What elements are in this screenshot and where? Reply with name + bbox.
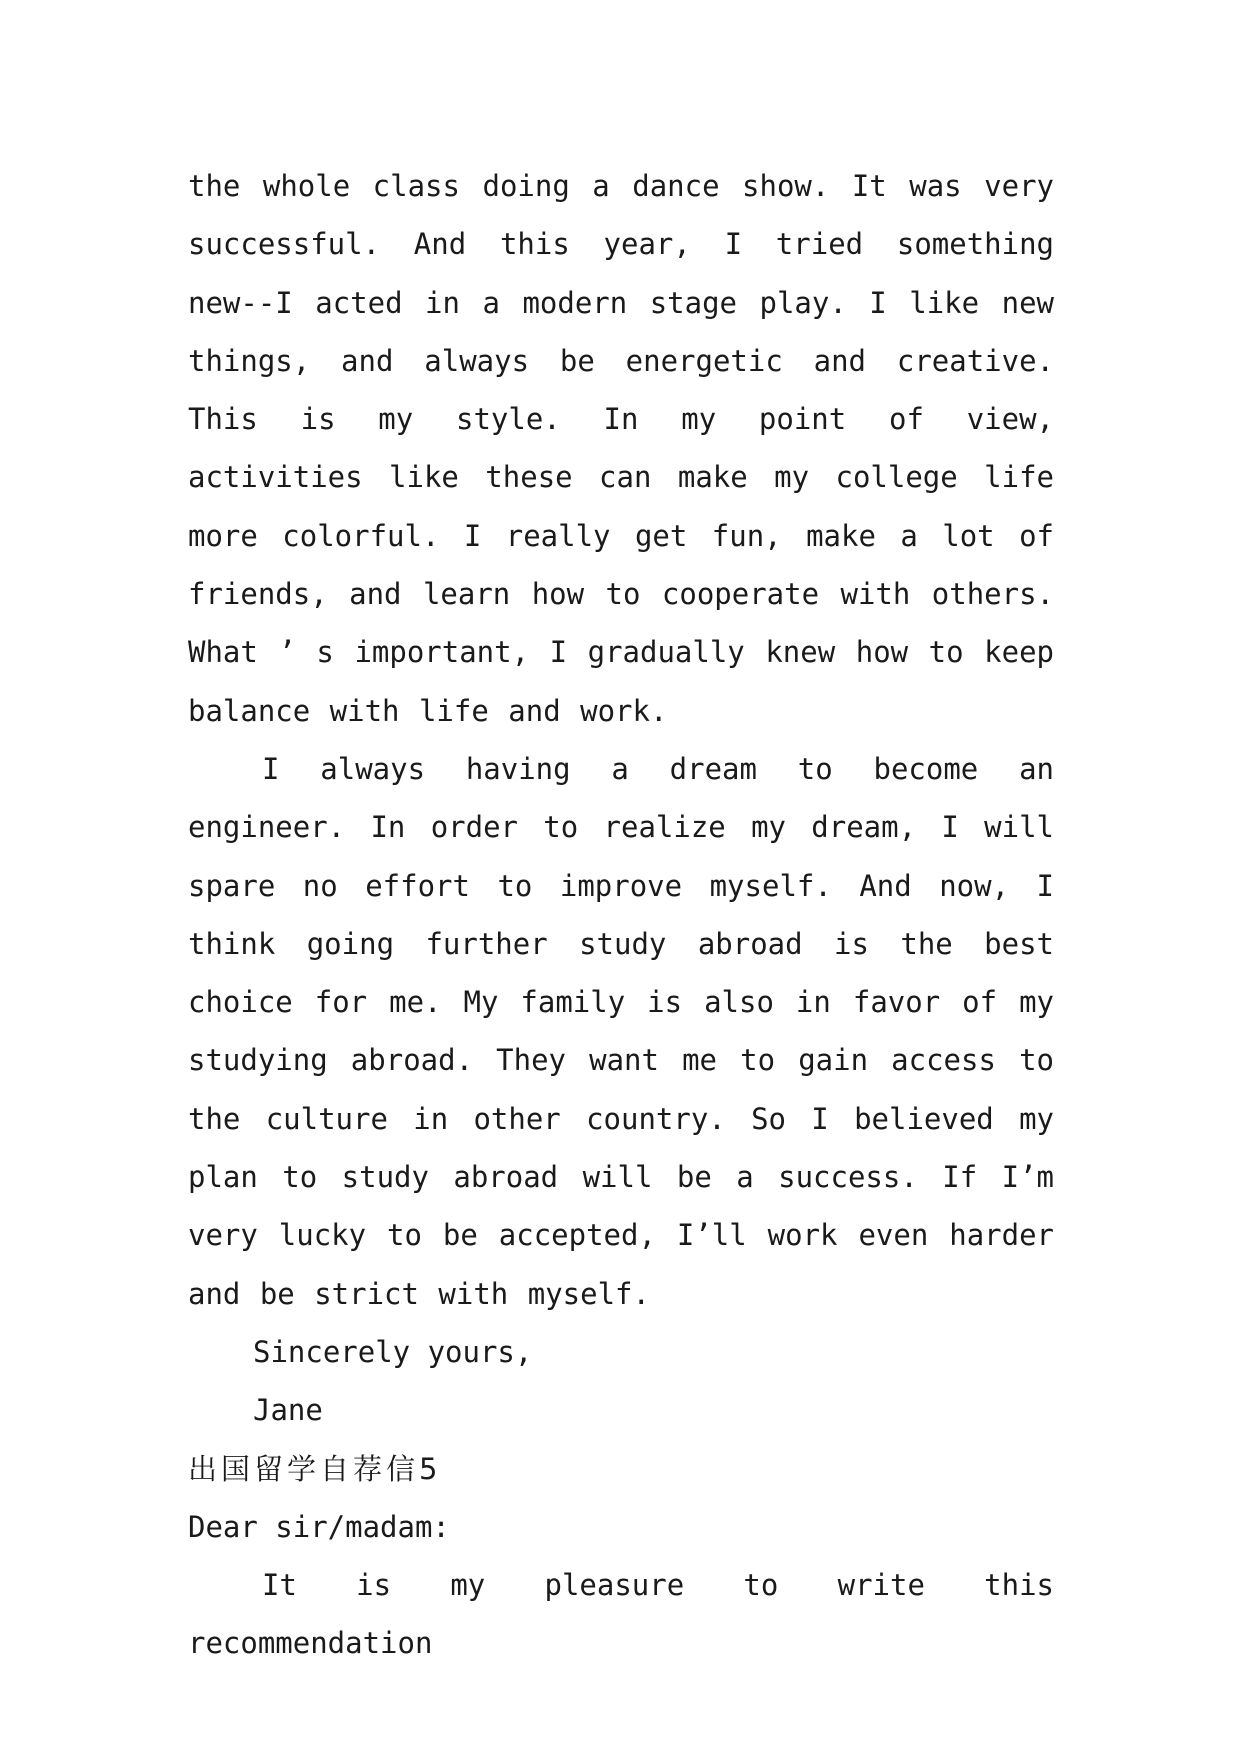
body-paragraph-activities: the whole class doing a dance show. It was very successful. And this year, I tried something new--I acted in a modern stage play. I like new things, and always be energetic and creative. This is my style. In my point of view, activities like these can make my college life more colorful. I really get fun, make a lot of friends, and learn how to cooperate with others. What ’ s important, I gradually knew how to keep balance with life and work. bbox=[188, 169, 1054, 728]
closing-line: Sincerely yours, bbox=[253, 1334, 533, 1369]
section-heading: 出国留学自荐信5 bbox=[188, 1451, 442, 1486]
body-paragraph-dream: I always having a dream to become an engineer. In order to realize my dream, I will spare no effort to improve myself. And now, I think going further study abroad is the best choice for me. My family is also in favor of my studying abroad. They want me to gain access to the culture in other country. So I believed my plan to study abroad will be a success. If I’m very lucky to be accepted, I’ll work even harder and be strict with myself. bbox=[188, 751, 1054, 1311]
signature-name: Jane bbox=[253, 1393, 323, 1428]
body-paragraph-recommendation: It is my pleasure to write this recommendation bbox=[188, 1568, 1054, 1661]
salutation-line: Dear sir/madam: bbox=[188, 1509, 450, 1544]
document-body bbox=[188, 157, 1054, 1673]
